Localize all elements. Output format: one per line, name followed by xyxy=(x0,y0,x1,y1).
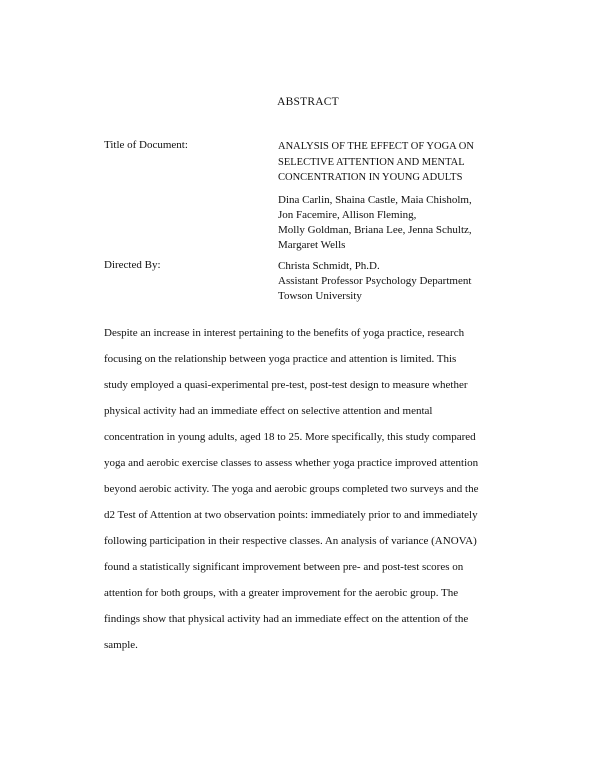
directed-by-label: Directed By: xyxy=(104,259,161,271)
abstract-line: found a statistically significant improvement between pre- and post-test scores on xyxy=(104,561,464,573)
abstract-line: yoga and aerobic exercise classes to assess whether yoga practice improved attention xyxy=(104,457,479,469)
author-line: Molly Goldman, Briana Lee, Jenna Schultz, xyxy=(278,224,472,236)
abstract-line: following participation in their respective classes. An analysis of variance (ANOVA) xyxy=(104,535,477,547)
abstract-line: findings show that physical activity had an immediate effect on the attention of the xyxy=(104,613,469,625)
director-info xyxy=(278,259,518,304)
author-line: Margaret Wells xyxy=(278,239,346,251)
director-title: Assistant Professor Psychology Department xyxy=(278,275,472,287)
document-title-line: CONCENTRATION IN YOUNG ADULTS xyxy=(278,172,463,183)
abstract-line: physical activity had an immediate effect on selective attention and mental xyxy=(104,405,433,417)
abstract-line: Despite an increase in interest pertaining to the benefits of yoga practice, research xyxy=(104,327,465,339)
abstract-line: concentration in young adults, aged 18 to 25. More specifically, this study compared xyxy=(104,431,476,443)
document-title-line: ANALYSIS OF THE EFFECT OF YOGA ON xyxy=(278,141,474,152)
abstract-line: d2 Test of Attention at two observation points: immediately prior to and immediately xyxy=(104,509,478,521)
director-institution: Towson University xyxy=(278,290,362,302)
author-line: Dina Carlin, Shaina Castle, Maia Chisholm, xyxy=(278,194,472,206)
abstract-line: study employed a quasi-experimental pre-test, post-test design to measure whether xyxy=(104,379,468,391)
document-title-line: SELECTIVE ATTENTION AND MENTAL xyxy=(278,156,465,168)
director-name: Christa Schmidt, Ph.D. xyxy=(278,260,380,272)
abstract-body xyxy=(104,320,514,658)
author-line: Jon Facemire, Allison Fleming, xyxy=(278,209,417,221)
title-of-document-label: Title of Document: xyxy=(104,139,188,151)
abstract-heading: ABSTRACT xyxy=(277,96,339,108)
author-list xyxy=(278,193,518,253)
abstract-line: focusing on the relationship between yoga practice and attention is limited. This xyxy=(104,353,457,365)
abstract-line: beyond aerobic activity. The yoga and aerobic groups completed two surveys and the xyxy=(104,483,479,495)
abstract-line: attention for both groups, with a greater improvement for the aerobic group. The xyxy=(104,587,459,599)
document-title xyxy=(278,139,518,186)
abstract-line: sample. xyxy=(104,639,138,651)
